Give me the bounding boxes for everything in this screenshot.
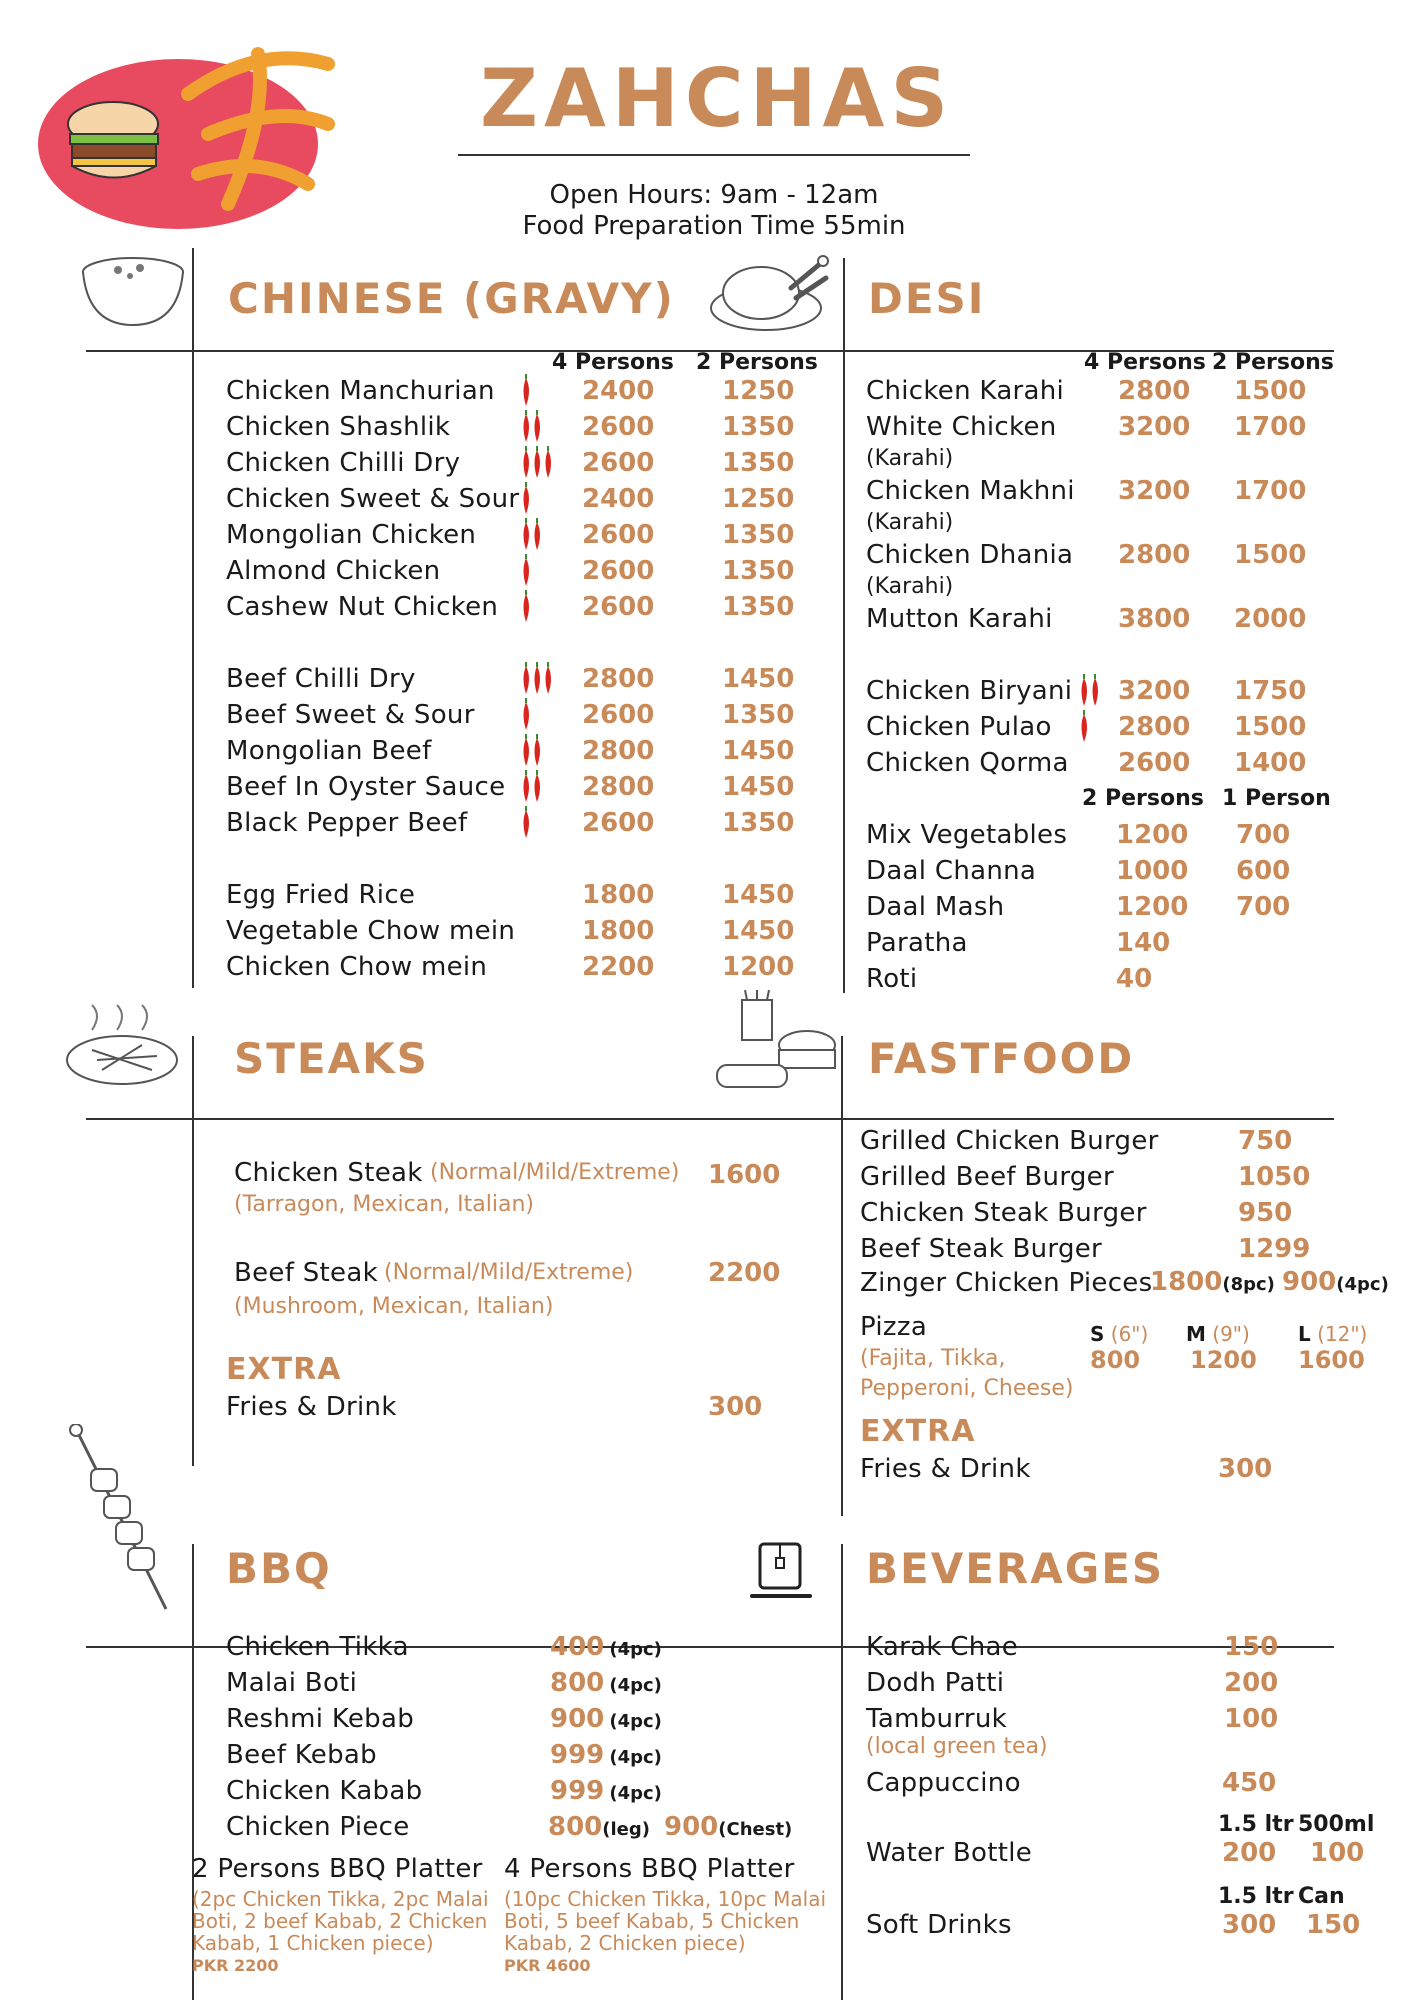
price-2-persons: 1500: [1234, 712, 1307, 742]
menu-item-name: Chicken Chow mein: [226, 952, 488, 982]
desc-line: Boti, 2 beef Kabab, 2 Chicken: [192, 1909, 488, 1933]
bbq-price: [550, 1740, 662, 1770]
zinger-unit: (8pc): [1222, 1274, 1275, 1295]
menu-item-name: Chicken Kabab: [226, 1776, 423, 1806]
price-4-persons: 3200: [1118, 476, 1191, 506]
platter-4-desc: [504, 1888, 826, 1954]
chili-icon: [520, 698, 535, 736]
desc-line: Boti, 5 beef Kabab, 5 Chicken: [504, 1909, 800, 1933]
soft-name: Soft Drinks: [866, 1910, 1012, 1940]
soft-h2: Can: [1298, 1884, 1345, 1909]
menu-item-price: 100: [1224, 1704, 1279, 1734]
fastfood-icon: [712, 990, 837, 1104]
skewer-icon: [66, 1424, 176, 1618]
water-price-1: 200: [1222, 1838, 1277, 1868]
menu-item-name: Chicken Manchurian: [226, 376, 495, 406]
title-underline: [458, 154, 970, 156]
price-2-persons: 1450: [722, 880, 795, 910]
price-4-persons: 2600: [582, 556, 655, 586]
chili-icon: [520, 590, 535, 628]
price-2-persons: 1450: [722, 916, 795, 946]
price-unit: (4pc): [609, 1675, 662, 1696]
menu-item-price: 1299: [1238, 1234, 1311, 1264]
menu-item-name: Chicken Sweet & Sour: [226, 484, 520, 514]
platter-4-name: 4 Persons BBQ Platter: [504, 1854, 795, 1884]
price-4-persons: 2400: [582, 376, 655, 406]
price-2-persons: 1200: [1116, 892, 1189, 922]
menu-item-name: Paratha: [866, 928, 968, 958]
burger-icon: [68, 102, 158, 178]
menu-item-name: Chicken Chilli Dry: [226, 448, 461, 478]
open-hours: Open Hours: 9am - 12am: [549, 180, 879, 210]
chili-icon: [520, 662, 557, 700]
divider: [843, 258, 845, 993]
price-4-persons: 2800: [1118, 540, 1191, 570]
price-2-persons: 1350: [722, 592, 795, 622]
pizza-price-l: 1600: [1298, 1346, 1365, 1374]
steak-price: 1600: [708, 1160, 781, 1190]
price-4-persons: 2400: [582, 484, 655, 514]
menu-item-name: Beef In Oyster Sauce: [226, 772, 506, 802]
chili-icon: [520, 554, 535, 592]
menu-item-note: (Karahi): [866, 574, 954, 599]
menu-item-name: Karak Chae: [866, 1632, 1019, 1662]
bbq-price: [550, 1632, 662, 1662]
price-2-persons: 1200: [722, 952, 795, 982]
logo: [28, 24, 358, 234]
zinger-price-4pc: [1282, 1267, 1389, 1297]
steak-price: 2200: [708, 1258, 781, 1288]
price-4-persons: 2800: [582, 772, 655, 802]
price-value: 400: [550, 1632, 605, 1662]
pizza-price-m: 1200: [1190, 1346, 1257, 1374]
menu-item-name: White Chicken: [866, 412, 1057, 442]
menu-item-name: Grilled Beef Burger: [860, 1162, 1114, 1192]
menu-item-note: (Karahi): [866, 510, 954, 535]
chicken-piece-name: Chicken Piece: [226, 1812, 410, 1842]
chili-icon: [520, 482, 535, 520]
menu-item-name: Malai Boti: [226, 1668, 358, 1698]
price-4-persons: 1800: [582, 916, 655, 946]
soft-price-1: 300: [1222, 1910, 1277, 1940]
steaks-title: STEAKS: [234, 1034, 429, 1083]
price-4-persons: 2600: [582, 700, 655, 730]
menu-item-name: Beef Kebab: [226, 1740, 377, 1770]
chili-icon: [1078, 674, 1104, 712]
price-2-persons: 1700: [1234, 476, 1307, 506]
menu-item-name: Chicken Makhni: [866, 476, 1075, 506]
menu-item-name: Beef Sweet & Sour: [226, 700, 475, 730]
steak-icon: [62, 990, 192, 1104]
desc-line: (10pc Chicken Tikka, 10pc Malai: [504, 1887, 827, 1911]
price-unit: (4pc): [609, 1639, 662, 1660]
price-2-persons: 1450: [722, 736, 795, 766]
beverages-title: BEVERAGES: [866, 1544, 1165, 1593]
desi-col-4p: 4 Persons: [1084, 350, 1206, 375]
desc-line: Kabab, 2 Chicken piece): [504, 1931, 746, 1955]
chili-icon: [520, 518, 546, 556]
price-2-persons: 1350: [722, 412, 795, 442]
menu-item-name: Cashew Nut Chicken: [226, 592, 499, 622]
price-2-persons: 40: [1116, 964, 1153, 994]
price-4-persons: 2600: [582, 592, 655, 622]
menu-item-name: Beef Steak Burger: [860, 1234, 1103, 1264]
price-2-persons: 1750: [1234, 676, 1307, 706]
steak-name: Chicken Steak: [234, 1158, 423, 1188]
price-4-persons: 2600: [582, 412, 655, 442]
water-h1: 1.5 ltr: [1218, 1812, 1294, 1837]
chicken-piece-leg: [548, 1812, 650, 1842]
cappuccino-name: Cappuccino: [866, 1768, 1021, 1798]
price-2-persons: 1000: [1116, 856, 1189, 886]
steaks-extra-price: 300: [708, 1392, 763, 1422]
menu-item-name: Roti: [866, 964, 918, 994]
steak-flavors: (Tarragon, Mexican, Italian): [234, 1192, 534, 1217]
tamburruk-note: (local green tea): [866, 1734, 1048, 1759]
menu-item-name: Almond Chicken: [226, 556, 441, 586]
desi-col-1p: 1 Person: [1222, 786, 1331, 811]
desc-line: Kabab, 1 Chicken piece): [192, 1931, 434, 1955]
price-2-persons: 1350: [722, 700, 795, 730]
chili-icon: [520, 806, 535, 844]
price-4-persons: 2600: [1118, 748, 1191, 778]
chicken-piece-chest: [664, 1812, 792, 1842]
menu-item-name: Dodh Patti: [866, 1668, 1005, 1698]
tea-cup-icon: [748, 1536, 818, 1610]
pizza-size-l: [1298, 1322, 1367, 1346]
menu-item-price: 200: [1224, 1668, 1279, 1698]
menu-item-note: (Karahi): [866, 446, 954, 471]
water-price-2: 100: [1310, 1838, 1365, 1868]
ff-extra-price: 300: [1218, 1454, 1273, 1484]
steak-name: Beef Steak: [234, 1258, 378, 1288]
zinger-unit: (4pc): [1336, 1274, 1389, 1295]
steak-options: (Normal/Mild/Extreme): [430, 1160, 680, 1185]
bbq-price: [550, 1668, 662, 1698]
menu-item-price: 950: [1238, 1198, 1293, 1228]
chili-icon: [520, 446, 557, 484]
price-4-persons: 2800: [1118, 376, 1191, 406]
menu-item-name: Reshmi Kebab: [226, 1704, 415, 1734]
desi-title: DESI: [868, 274, 986, 323]
price-4-persons: 3200: [1118, 412, 1191, 442]
divider: [192, 248, 194, 988]
steaks-extra-title: EXTRA: [226, 1352, 342, 1387]
price-unit: (4pc): [609, 1711, 662, 1732]
menu-item-name: Vegetable Chow mein: [226, 916, 516, 946]
size-inches: (9"): [1212, 1322, 1250, 1346]
pizza-size-s: [1090, 1322, 1148, 1346]
price-unit: (4pc): [609, 1783, 662, 1804]
chili-icon: [520, 770, 546, 808]
size-inches: (6"): [1110, 1322, 1149, 1346]
water-name: Water Bottle: [866, 1838, 1033, 1868]
price-value: 999: [550, 1776, 605, 1806]
price-2-persons: 1250: [722, 484, 795, 514]
price-2-persons: 1350: [722, 556, 795, 586]
size-label: L: [1298, 1322, 1311, 1346]
roast-chicken-icon: [706, 248, 836, 342]
price-unit: (4pc): [609, 1747, 662, 1768]
soft-h1: 1.5 ltr: [1218, 1884, 1294, 1909]
menu-item-name: Chicken Dhania: [866, 540, 1074, 570]
price-4-persons: 2800: [1118, 712, 1191, 742]
price-2-persons: 1700: [1234, 412, 1307, 442]
steak-flavors: (Mushroom, Mexican, Italian): [234, 1294, 554, 1319]
size-label: M: [1186, 1322, 1206, 1346]
size-inches: (12"): [1317, 1322, 1368, 1346]
chili-icon: [1078, 710, 1093, 748]
piece-unit: (leg): [602, 1819, 650, 1840]
steaks-extra-item: Fries & Drink: [226, 1392, 397, 1422]
chili-icon: [520, 374, 535, 412]
bbq-price: [550, 1776, 662, 1806]
divider: [841, 1544, 843, 2000]
ff-extra-item: Fries & Drink: [860, 1454, 1031, 1484]
price-2-persons: 1400: [1234, 748, 1307, 778]
price-4-persons: 3800: [1118, 604, 1191, 634]
menu-item-name: Daal Channa: [866, 856, 1037, 886]
menu-item-price: 750: [1238, 1126, 1293, 1156]
piece-price: 800: [548, 1812, 603, 1842]
menu-item-name: Beef Chilli Dry: [226, 664, 416, 694]
price-2-persons: 1500: [1234, 540, 1307, 570]
platter-2-price: PKR 2200: [192, 1956, 279, 1975]
price-4-persons: 2600: [582, 448, 655, 478]
price-2-persons: 1350: [722, 808, 795, 838]
menu-item-price: 150: [1224, 1632, 1279, 1662]
size-label: S: [1090, 1322, 1105, 1346]
price-1-person: 700: [1236, 892, 1291, 922]
zinger-price: 1800: [1150, 1267, 1223, 1297]
menu-item-name: Chicken Qorma: [866, 748, 1069, 778]
menu-item-name: Mutton Karahi: [866, 604, 1053, 634]
steak-options: (Normal/Mild/Extreme): [384, 1260, 634, 1285]
bbq-price: [550, 1704, 662, 1734]
price-4-persons: 2800: [582, 664, 655, 694]
price-2-persons: 1350: [722, 448, 795, 478]
chinese-title: CHINESE (GRAVY): [228, 274, 675, 323]
price-4-persons: 2800: [582, 736, 655, 766]
cappuccino-price: 450: [1222, 1768, 1277, 1798]
platter-2-name: 2 Persons BBQ Platter: [192, 1854, 483, 1884]
platter-4-price: PKR 4600: [504, 1956, 591, 1975]
price-2-persons: 1250: [722, 376, 795, 406]
menu-item-name: Grilled Chicken Burger: [860, 1126, 1159, 1156]
divider: [192, 1036, 194, 1466]
zinger-price-8pc: [1150, 1267, 1275, 1297]
price-4-persons: 2600: [582, 808, 655, 838]
menu-item-name: Chicken Shashlik: [226, 412, 451, 442]
zinger-name: Zinger Chicken Pieces: [860, 1268, 1153, 1298]
price-2-persons: 2000: [1234, 604, 1307, 634]
price-2-persons: 140: [1116, 928, 1171, 958]
water-h2: 500ml: [1298, 1812, 1375, 1837]
divider: [841, 1036, 843, 1516]
menu-item-name: Chicken Steak Burger: [860, 1198, 1147, 1228]
menu-item-price: 1050: [1238, 1162, 1311, 1192]
price-2-persons: 1450: [722, 772, 795, 802]
ff-extra-title: EXTRA: [860, 1414, 976, 1449]
menu-item-name: Chicken Karahi: [866, 376, 1065, 406]
price-value: 800: [550, 1668, 605, 1698]
menu-item-name: Daal Mash: [866, 892, 1005, 922]
menu-item-name: Black Pepper Beef: [226, 808, 468, 838]
pizza-name: Pizza: [860, 1312, 928, 1342]
fastfood-title: FASTFOOD: [868, 1034, 1135, 1083]
price-value: 999: [550, 1740, 605, 1770]
menu-item-name: Mix Vegetables: [866, 820, 1068, 850]
menu-item-name: Chicken Tikka: [226, 1632, 409, 1662]
price-2-persons: 1500: [1234, 376, 1307, 406]
price-2-persons: 1200: [1116, 820, 1189, 850]
pizza-flavors: Pepperoni, Cheese): [860, 1376, 1074, 1401]
price-4-persons: 2600: [582, 520, 655, 550]
divider: [86, 1118, 1334, 1120]
price-value: 900: [550, 1704, 605, 1734]
menu-item-name: Mongolian Beef: [226, 736, 432, 766]
platter-2-desc: [192, 1888, 489, 1954]
menu-item-name: Chicken Pulao: [866, 712, 1052, 742]
desc-line: (2pc Chicken Tikka, 2pc Malai: [192, 1887, 489, 1911]
price-1-person: 600: [1236, 856, 1291, 886]
menu-item-name: Mongolian Chicken: [226, 520, 477, 550]
price-2-persons: 1350: [722, 520, 795, 550]
pizza-price-s: 800: [1090, 1346, 1141, 1374]
bowl-icon: [78, 250, 188, 334]
chili-icon: [520, 410, 546, 448]
menu-item-name: Egg Fried Rice: [226, 880, 416, 910]
piece-unit: (Chest): [718, 1819, 793, 1840]
bbq-title: BBQ: [226, 1544, 332, 1593]
chinese-col-2p: 2 Persons: [696, 350, 818, 375]
menu-item-name: Chicken Biryani: [866, 676, 1073, 706]
soft-price-2: 150: [1306, 1910, 1361, 1940]
price-4-persons: 1800: [582, 880, 655, 910]
pizza-flavors: (Fajita, Tikka,: [860, 1346, 1006, 1371]
desi-col-2p: 2 Persons: [1212, 350, 1334, 375]
chinese-col-4p: 4 Persons: [552, 350, 674, 375]
pizza-size-m: [1186, 1322, 1250, 1346]
desi-col-2p-b: 2 Persons: [1082, 786, 1204, 811]
price-2-persons: 1450: [722, 664, 795, 694]
menu-item-name: Tamburruk: [866, 1704, 1007, 1734]
price-4-persons: 3200: [1118, 676, 1191, 706]
piece-price: 900: [664, 1812, 719, 1842]
prep-time: Food Preparation Time 55min: [522, 211, 906, 241]
price-4-persons: 2200: [582, 952, 655, 982]
price-1-person: 700: [1236, 820, 1291, 850]
zinger-price: 900: [1282, 1267, 1337, 1297]
chili-icon: [520, 734, 546, 772]
brand-title: ZAHCHAS: [480, 52, 955, 145]
